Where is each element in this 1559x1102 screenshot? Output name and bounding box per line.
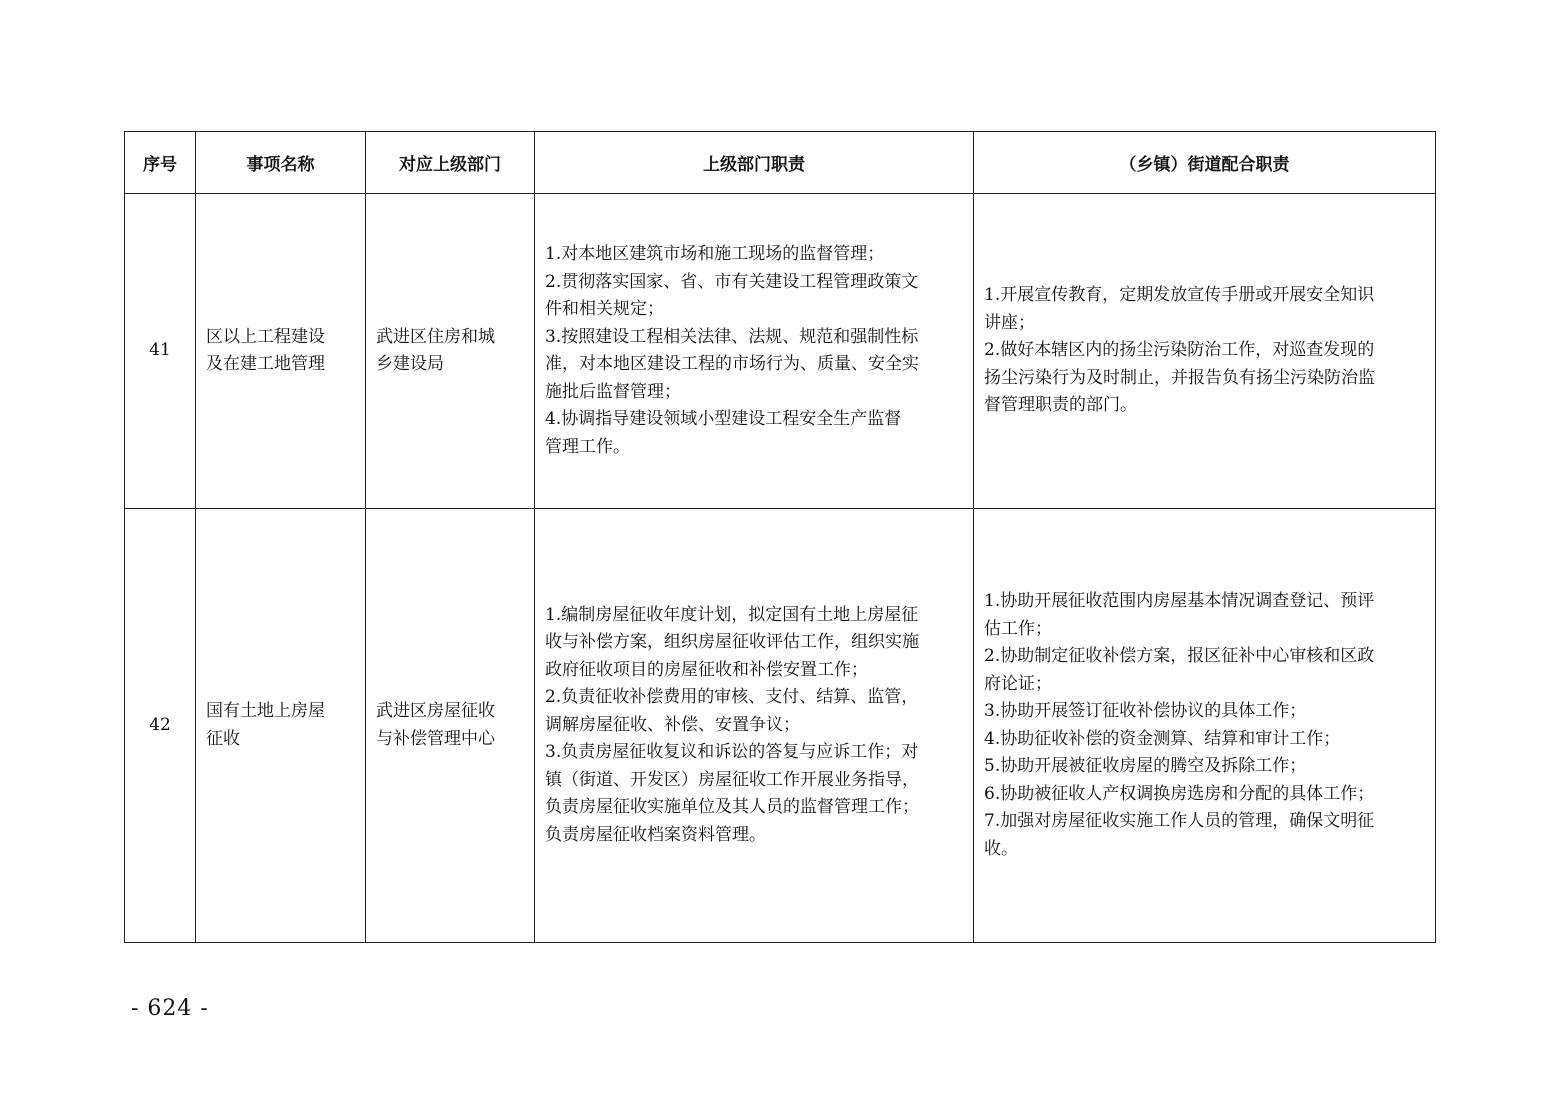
row-street-coop-duties [974, 194, 1436, 509]
row-item-name [196, 194, 366, 509]
coop-line: 1.协助开展征收范围内房屋基本情况调查登记、预评 [984, 591, 1375, 611]
coop-line: 3.协助开展签订征收补偿协议的具体工作； [984, 701, 1307, 721]
duty-line: 3.负责房屋征收复议和诉讼的答复与应诉工作；对 [545, 742, 919, 763]
coop-line: 6.协助被征收人产权调换房选房和分配的具体工作； [984, 783, 1375, 804]
duty-line: 件和相关规定； [545, 299, 664, 319]
table-header-row [125, 132, 1436, 194]
row-item-name [196, 509, 366, 943]
duty-line: 政府征收项目的房屋征收和补偿安置工作； [545, 659, 868, 680]
coop-line: 2.做好本辖区内的扬尘污染防治工作，对巡查发现的 [984, 340, 1375, 361]
duty-line: 负责房屋征收实施单位及其人员的监督管理工作； [545, 797, 919, 818]
coop-line: 2.协助制定征收补偿方案，报区征补中心审核和区政 [984, 646, 1375, 666]
header-superior-department: 对应上级部门 [366, 132, 535, 194]
department-line: 武进区房屋征收 [376, 701, 495, 721]
row-superior-department [366, 509, 535, 943]
department-line: 与补偿管理中心 [376, 728, 495, 749]
row-superior-duties [535, 194, 974, 509]
row-superior-duties [535, 509, 974, 943]
item-name-line: 征收 [206, 728, 240, 749]
table-row [125, 194, 1436, 509]
duty-line: 负责房屋征收档案资料管理。 [545, 824, 766, 845]
duty-line: 收与补偿方案，组织房屋征收评估工作，组织实施 [545, 632, 919, 653]
coop-line: 府论证； [984, 673, 1052, 694]
table-row [125, 509, 1436, 943]
coop-line: 7.加强对房屋征收实施工作人员的管理，确保文明征 [984, 811, 1375, 831]
row-superior-department [366, 194, 535, 509]
row-street-coop-duties [974, 509, 1436, 943]
duty-line: 镇（街道、开发区）房屋征收工作开展业务指导， [545, 769, 919, 790]
duty-line: 管理工作。 [545, 436, 630, 457]
header-item-name: 事项名称 [196, 132, 366, 194]
coop-line: 扬尘污染行为及时制止，并报告负有扬尘污染防治监 [984, 367, 1375, 388]
coop-line: 估工作； [984, 618, 1052, 639]
coop-line: 5.协助开展被征收房屋的腾空及拆除工作； [984, 756, 1307, 776]
duty-line: 2.负责征收补偿费用的审核、支付、结算、监管， [545, 687, 919, 708]
duty-line: 4.协调指导建设领域小型建设工程安全生产监督 [545, 409, 902, 429]
row-serial-no: 42 [125, 509, 196, 943]
duty-line: 调解房屋征收、补偿、安置争议； [545, 714, 800, 735]
coop-line: 1.开展宣传教育，定期发放宣传手册或开展安全知识 [984, 285, 1375, 306]
duty-table [124, 131, 1436, 943]
duty-line: 1.对本地区建筑市场和施工现场的监督管理； [545, 244, 885, 264]
coop-line: 收。 [984, 838, 1018, 859]
header-street-coop-duties: （乡镇）街道配合职责 [974, 132, 1436, 194]
item-name-line: 及在建工地管理 [206, 354, 325, 374]
coop-line: 督管理职责的部门。 [984, 395, 1137, 416]
duty-line: 1.编制房屋征收年度计划，拟定国有土地上房屋征 [545, 604, 919, 625]
row-serial-no: 41 [125, 194, 196, 509]
item-name-line: 区以上工程建设 [206, 326, 325, 347]
duty-line: 2.贯彻落实国家、省、市有关建设工程管理政策文 [545, 271, 919, 292]
department-line: 乡建设局 [376, 354, 444, 374]
department-line: 武进区住房和城 [376, 326, 495, 347]
coop-line: 4.协助征收补偿的资金测算、结算和审计工作； [984, 728, 1341, 749]
page-number: - 624 - [131, 996, 209, 1021]
duty-line: 3.按照建设工程相关法律、法规、规范和强制性标 [545, 326, 919, 347]
header-superior-duties: 上级部门职责 [535, 132, 974, 194]
duty-line: 施批后监督管理； [545, 381, 681, 402]
duty-line: 准，对本地区建设工程的市场行为、质量、安全实 [545, 354, 919, 374]
header-serial-no: 序号 [125, 132, 196, 194]
coop-line: 讲座； [984, 312, 1035, 333]
item-name-line: 国有土地上房屋 [206, 701, 325, 721]
